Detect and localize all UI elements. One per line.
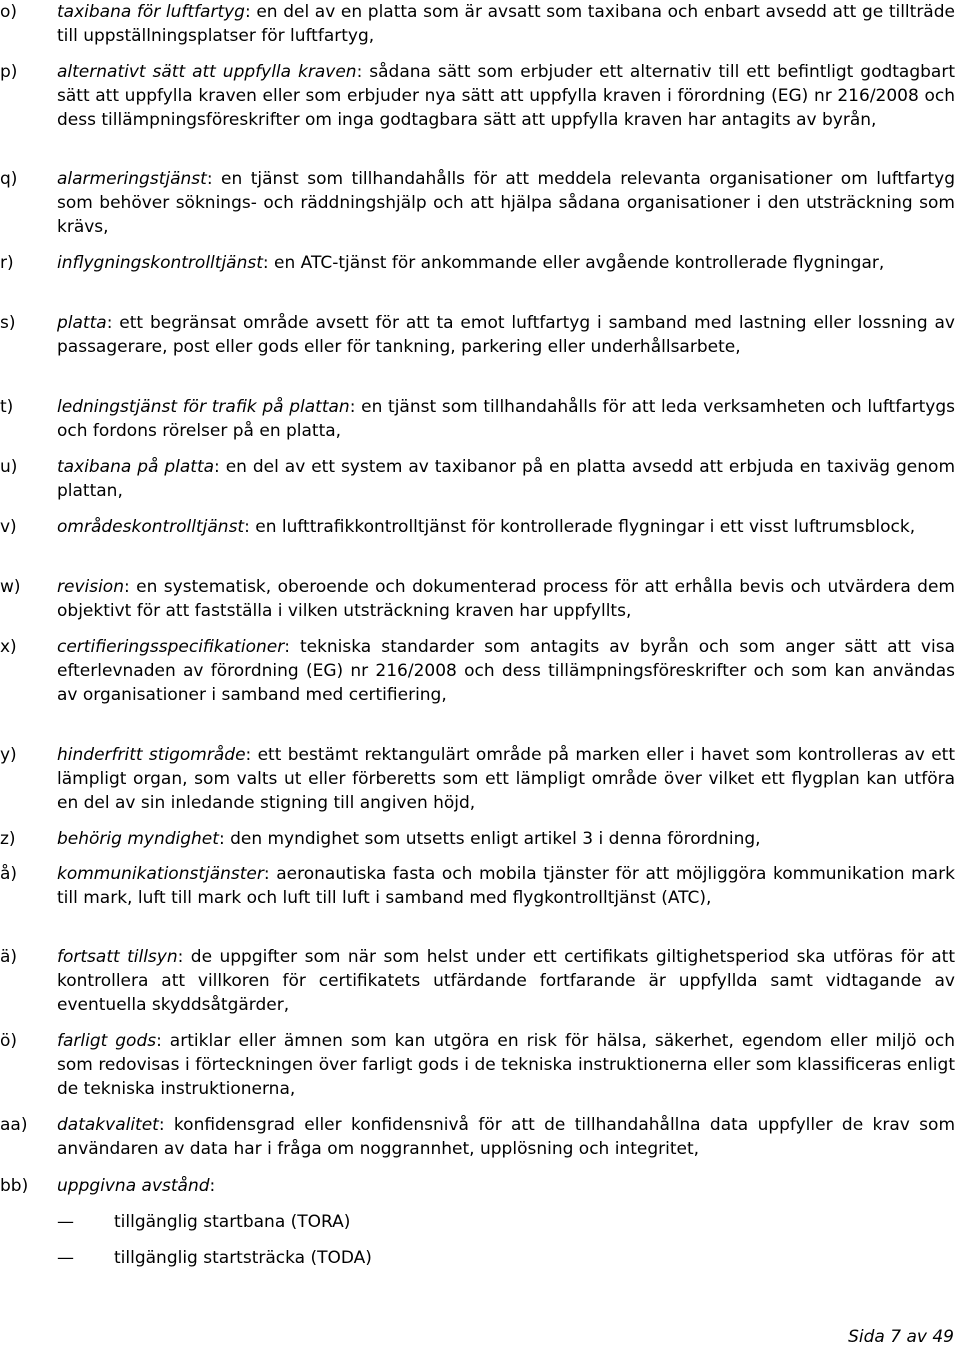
definition-body: : sådana sätt som erbjuder ett alternativ till ett befintligt godtagbart sätt att uppfylla kraven eller som erbjuder nya sätt att uppfylla kraven i förordning (EG) nr 216/2008 och dess tillämpningsföreskrifter om inga godtagbara sätt att uppfylla kraven har antagits av byrån, [57,62,956,130]
definition-body: : de uppgifter som när som helst under ett certifikats giltighetsperiod ska utföras för att kontrollera att villkoren för certifikatets utfärdande fortfarande är uppfyllda samt vidtagande av eventuella skyddsåtgärder, [57,947,956,1015]
item-marker: y) [0,745,17,765]
definition-body: : [209,1176,216,1196]
item-marker: ä) [0,947,18,967]
definition-term: certifieringsspecifikationer [57,637,285,657]
definition-body: : en del av en platta som är avsatt som taxibana och enbart avsedd att ge tillträde till uppställningsplatser för luftfartyg, [57,2,955,46]
definition-term: kommunikationstjänster [57,864,264,884]
definition-text [57,167,955,239]
definition-text [57,395,955,443]
definition-body: : en lufttrafikkontrolltjänst för kontrollerade flygningar i ett visst luftrumsblock, [244,517,916,537]
definition-body: : den myndighet som utsetts enligt artikel 3 i denna förordning, [218,829,761,849]
definition-term: revision [57,577,124,597]
definition-text [57,635,955,707]
definition-term: hinderfritt stigområde [57,745,246,765]
item-marker: o) [0,2,18,22]
definition-text [57,455,955,503]
definition-text [57,311,955,359]
item-marker: bb) [0,1176,29,1196]
definition-term: ledningstjänst för trafik på plattan [57,397,350,417]
definition-body: : tekniska standarder som antagits av byrån och som anger sätt att visa efterlevnaden av förordning (EG) nr 216/2008 och dess tillämpningsföreskrifter och som kan användas av organisationer i samband med certifiering, [57,637,955,705]
definition-body: : en ATC-tjänst för ankommande eller avgående kontrollerade flygningar, [262,253,885,273]
item-marker: t) [0,397,14,417]
item-marker: r) [0,253,14,273]
definition-term: taxibana för luftfartyg [57,2,245,22]
definition-term: områdeskontrolltjänst [57,517,245,537]
definition-term: alarmeringstjänst [57,169,207,189]
dash-bullet: — [57,1212,74,1232]
definition-term: taxibana på platta [57,457,215,477]
item-marker: z) [0,829,16,849]
sub-item-text: tillgänglig startbana (TORA) [114,1212,351,1232]
item-marker: x) [0,637,17,657]
definition-term: fortsatt tillsyn [57,947,178,967]
sub-item-tora [57,1210,657,1234]
item-marker: å) [0,864,18,884]
definition-text [57,251,955,275]
definition-body: : en systematisk, oberoende och dokumenterad process för att erhålla bevis och utvärdera dem objektivt för att fastställa i vilken utsträckning kraven har uppfyllts, [57,577,955,621]
sub-item-text: tillgänglig startsträcka (TODA) [114,1248,372,1268]
sub-item-toda [57,1246,657,1270]
definition-body: : en tjänst som tillhandahålls för att leda verksamheten och luftfartygs och fordons rörelser på en platta, [57,397,955,441]
item-marker: aa) [0,1115,28,1135]
definition-term: behörig myndighet [57,829,219,849]
definition-term: platta [57,313,107,333]
item-marker: v) [0,517,17,537]
definition-text [57,743,955,815]
definition-term: datakvalitet [57,1115,159,1135]
definition-body: : ett bestämt rektangulärt område på marken eller i havet som kontrolleras av ett lämpligt organ, som valts ut eller förberetts som ett lämpligt område över vilket ett flygplan kan utföra en del av sin inledande stigning till angiven höjd, [57,745,955,813]
definition-term: farligt gods [57,1031,157,1051]
definition-term: uppgivna avstånd [57,1176,210,1196]
definition-body: : artiklar eller ämnen som kan utgöra en risk för hälsa, säkerhet, egendom eller miljö och som redovisas i förteckningen över farligt gods i de tekniska instruktionerna eller som klassificeras enligt de tekniska instruktionerna, [57,1031,955,1099]
item-marker: s) [0,313,16,333]
definition-term: inflygningskontrolltjänst [57,253,263,273]
item-marker: u) [0,457,18,477]
item-marker: w) [0,577,21,597]
definition-text [57,515,955,539]
definition-term: alternativt sätt att uppfylla kraven [57,62,357,82]
definition-body: : en tjänst som tillhandahålls för att meddela relevanta organisationer om luftfartyg som behöver söknings- och räddningshjälp och att hjälpa sådana organisationer i den utsträckning som krävs, [57,169,955,237]
definition-text [57,945,955,1017]
definition-body: : en del av ett system av taxibanor på en platta avsedd att erbjuda en taxiväg genom plattan, [57,457,956,501]
definition-body: : ett begränsat område avsett för att ta emot luftfartyg i samband med lastning eller lossning av passagerare, post eller gods eller för tankning, parkering eller underhållsarbete, [57,313,955,357]
definition-text [57,827,955,851]
item-marker: p) [0,62,18,82]
definition-body: : aeronautiska fasta och mobila tjänster för att möjliggöra kommunikation mark till mark, luft till mark och luft till luft i samband med flygkontrolltjänst (ATC), [57,864,955,908]
definition-text [57,0,955,48]
definition-text [57,1029,955,1101]
item-marker: q) [0,169,18,189]
definition-text [57,1113,955,1161]
page-number: Sida 7 av 49 [848,1327,954,1347]
dash-bullet: — [57,1248,74,1268]
definition-text [57,862,955,910]
definition-body: : konfidensgrad eller konfidensnivå för att de tillhandahållna data uppfyller de krav som användaren av data har i fråga om noggrannhet, upplösning och integritet, [57,1115,955,1159]
item-marker: ö) [0,1031,18,1051]
definition-text [57,60,955,132]
definition-text [57,1174,955,1198]
definition-text [57,575,955,623]
